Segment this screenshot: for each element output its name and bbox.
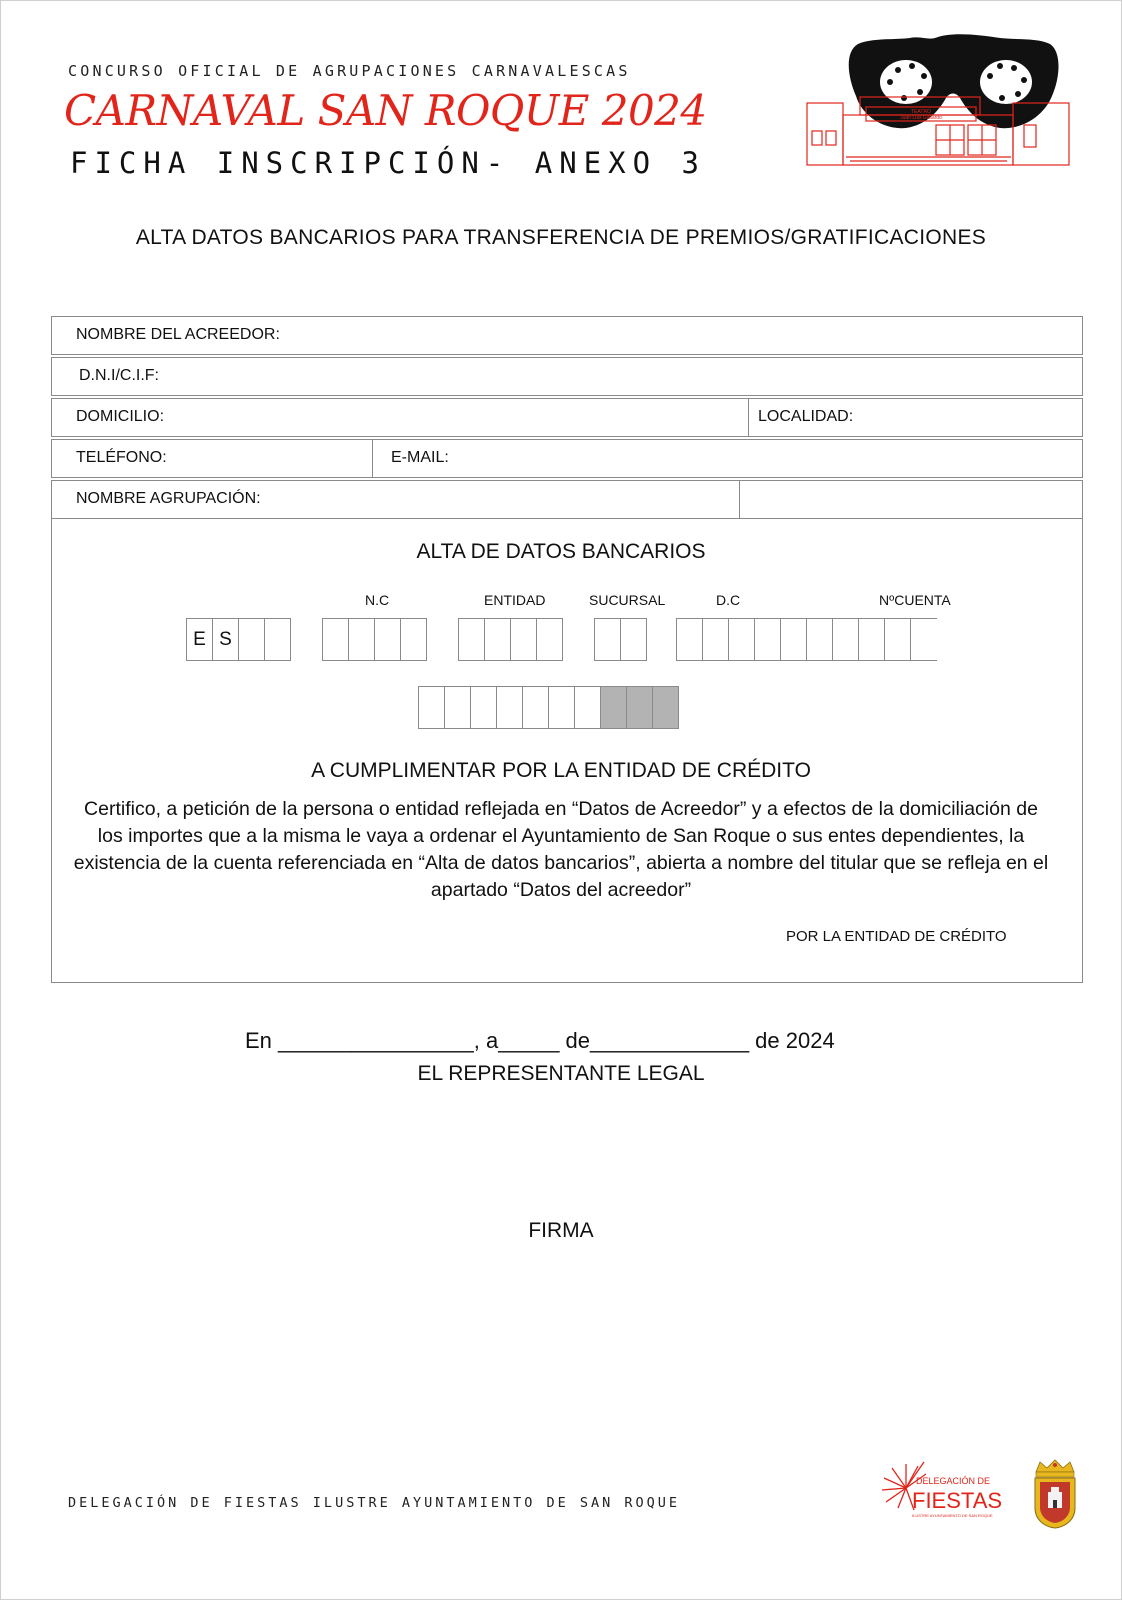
label-localidad: LOCALIDAD: — [758, 408, 854, 425]
entidad-digit-box[interactable] — [484, 618, 511, 661]
theatre-building-icon — [806, 95, 1070, 167]
label-acreedor: NOMBRE DEL ACREEDOR: — [76, 326, 280, 343]
shaded-digit-box — [600, 686, 627, 729]
credit-entity-signoff: POR LA ENTIDAD DE CRÉDITO — [786, 928, 1007, 945]
nc-group — [322, 618, 426, 661]
label-domicilio: DOMICILIO: — [76, 408, 165, 425]
col-label-cuenta: NºCUENTA — [879, 592, 951, 608]
cuenta-digit-box[interactable] — [470, 686, 497, 729]
date-place-line[interactable]: En ________________, a_____ de_____________ de 2024 — [245, 1028, 835, 1053]
theatre-sign-line2: Juan Luis Galiardo — [900, 115, 942, 121]
main-heading: ALTA DATOS BANCARIOS PARA TRANSFERENCIA DE PREMIOS/GRATIFICACIONES — [135, 226, 987, 249]
col-label-sucursal: SUCURSAL — [589, 592, 666, 608]
cuenta-digit-box[interactable] — [496, 686, 523, 729]
nc-digit-box[interactable] — [400, 618, 427, 661]
fiestas-logo-small-text: DELEGACIÓN DE — [916, 1476, 991, 1486]
cuenta-digit-box[interactable] — [548, 686, 575, 729]
bank-section — [51, 518, 1083, 983]
row-telefono — [51, 439, 1083, 478]
theatre-sign-line1: TEATRO — [911, 109, 931, 115]
fiestas-logo-icon — [878, 1458, 1002, 1528]
fiestas-logo-big-text: FIESTAS — [912, 1488, 1002, 1513]
coat-of-arms-icon — [1030, 1458, 1080, 1530]
label-agrupacion: NOMBRE AGRUPACIÓN: — [76, 490, 261, 507]
label-telefono: TELÉFONO: — [76, 449, 167, 466]
col-label-entidad: ENTIDAD — [484, 592, 546, 608]
nc-digit-box[interactable] — [322, 618, 349, 661]
cuenta-digit-box[interactable] — [754, 618, 781, 661]
sucursal-digit-box[interactable] — [620, 618, 647, 661]
cuenta-digit-box[interactable] — [676, 618, 703, 661]
cuenta-digit-box[interactable] — [832, 618, 859, 661]
cuenta-digit-box[interactable] — [522, 686, 549, 729]
contest-subtitle: CONCURSO OFICIAL DE AGRUPACIONES CARNAVALESCAS — [68, 62, 631, 80]
nc-digit-box[interactable] — [348, 618, 375, 661]
nc-digit-box[interactable] — [374, 618, 401, 661]
label-dni: D.N.I/C.I.F: — [79, 367, 159, 384]
signature-label: FIRMA — [528, 1219, 594, 1242]
cuenta-digit-box[interactable] — [884, 618, 911, 661]
sucursal-group — [594, 618, 646, 661]
entidad-digit-box[interactable] — [458, 618, 485, 661]
cell-agrupacion-extra — [739, 481, 1082, 518]
legal-representative-label: EL REPRESENTANTE LEGAL — [417, 1062, 705, 1085]
iban-digit-box[interactable] — [238, 618, 265, 661]
col-label-dc: D.C — [716, 592, 741, 608]
cell-localidad — [748, 399, 1082, 436]
entidad-group — [458, 618, 562, 661]
cuenta-digit-box[interactable] — [702, 618, 729, 661]
row-acreedor — [51, 316, 1083, 355]
cuenta-digit-box[interactable] — [780, 618, 807, 661]
col-label-nc: N.C — [365, 592, 390, 608]
carnival-title: CARNAVAL SAN ROQUE 2024 — [64, 86, 707, 135]
cuenta-digit-box[interactable] — [728, 618, 755, 661]
cuenta-digit-box[interactable] — [444, 686, 471, 729]
bank-title: ALTA DE DATOS BANCARIOS — [416, 540, 706, 563]
footer-text: DELEGACIÓN DE FIESTAS ILUSTRE AYUNTAMIENTO DE SAN ROQUE — [68, 1495, 681, 1511]
cuenta-digit-box[interactable] — [858, 618, 885, 661]
shaded-digit-box — [652, 686, 679, 729]
row-agrupacion — [51, 480, 1083, 519]
fiestas-logo-tagline: ILUSTRE AYUNTAMIENTO DE SAN ROQUE — [912, 1513, 993, 1518]
cuenta-group — [676, 618, 936, 661]
cuenta-group-continued — [418, 686, 678, 729]
iban-digit-box[interactable]: S — [212, 618, 239, 661]
cuenta-digit-box[interactable] — [418, 686, 445, 729]
row-domicilio — [51, 398, 1083, 437]
credit-entity-title: A CUMPLIMENTAR POR LA ENTIDAD DE CRÉDITO — [311, 759, 811, 782]
entidad-digit-box[interactable] — [510, 618, 537, 661]
entidad-digit-box[interactable] — [536, 618, 563, 661]
cuenta-digit-box[interactable] — [574, 686, 601, 729]
iban-country-group — [186, 618, 290, 661]
certificate-text: Certifico, a petición de la persona o entidad reflejada en “Datos de Acreedor” y a efectos de la domiciliación de los importes que a la misma le vaya a ordenar el Ayuntamiento de San Roque o sus entes dependientes, la existencia de la cuenta referenciada en “Alta de datos bancarios”, abierta a nombre del titular que se refleja en el apartado “Datos del acreedor” — [73, 798, 1049, 901]
cuenta-digit-box[interactable] — [806, 618, 833, 661]
sucursal-digit-box[interactable] — [594, 618, 621, 661]
cell-email — [372, 440, 1082, 477]
iban-digit-box[interactable]: E — [186, 618, 213, 661]
row-dni — [51, 357, 1083, 396]
cuenta-digit-box[interactable] — [910, 618, 937, 661]
shaded-digit-box — [626, 686, 653, 729]
form-title: FICHA INSCRIPCIÓN- ANEXO 3 — [70, 146, 706, 180]
iban-digit-box[interactable] — [264, 618, 291, 661]
label-email: E-MAIL: — [391, 449, 449, 466]
